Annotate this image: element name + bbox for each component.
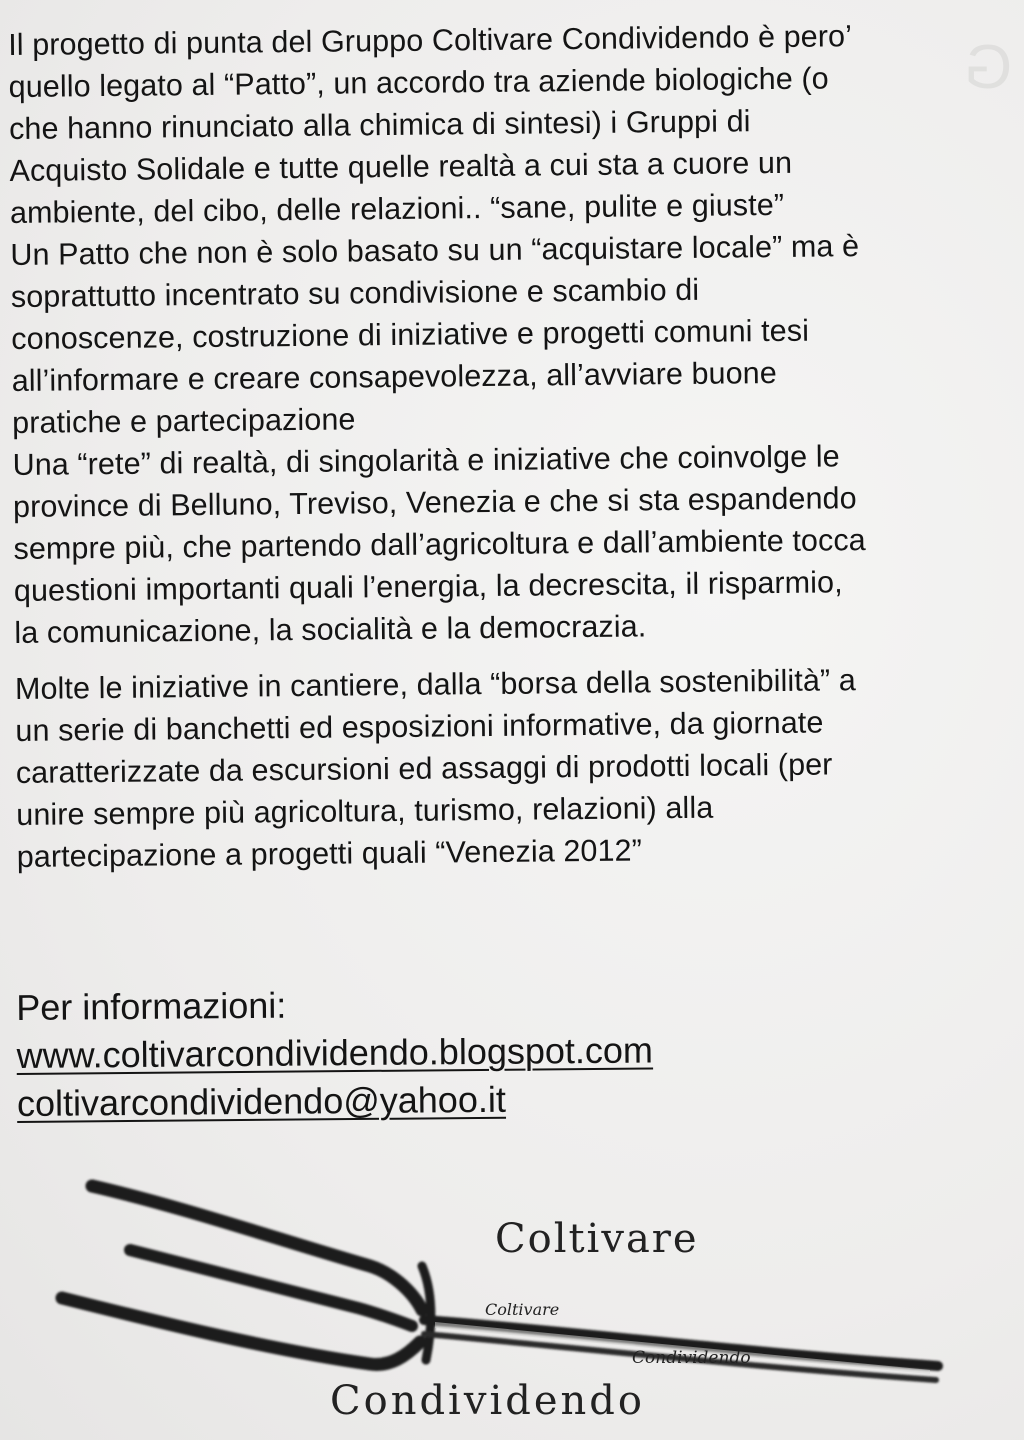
info-heading: Per informazioni: (16, 984, 287, 1028)
text-line: Molte le iniziative in cantiere, dalla “borsa della sostenibilità” a (14, 663, 856, 706)
text-line: partecipazione a progetti quali “Venezia 2012” (16, 833, 643, 874)
text-line: la comunicazione, la socialità e la democrazia. (14, 609, 647, 650)
text-line: che hanno rinunciato alla chimica di sintesi) i Gruppi di (8, 104, 751, 146)
body-text (8, 13, 1024, 878)
paragraph-iniziative (15, 657, 1024, 878)
text-line: all’informare e creare consapevolezza, all’avviare buone (11, 355, 777, 398)
text-line: Il progetto di punta del Gruppo Coltivare Condividendo è pero’ (8, 19, 853, 62)
text-line: Acquisto Solidale e tutte quelle realtà a cui sta a cuore un (9, 145, 793, 188)
text-line: questioni importanti quali l’energia, la decrescita, il risparmio, (13, 565, 843, 608)
email-link[interactable]: coltivarcondividendo@yahoo.it (16, 1078, 507, 1124)
text-line: quello legato al “Patto”, un accordo tra aziende biologiche (o (8, 61, 829, 104)
logo-small-condividendo: Condividendo (632, 1348, 751, 1368)
text-line: Un Patto che non è solo basato su un “acquistare locale” ma è (10, 229, 860, 272)
text-line: sempre più, che partendo dall’agricoltura e dall’ambiente tocca (13, 523, 866, 566)
bleed-through-shadow: G (963, 33, 1012, 102)
text-line: conoscenze, costruzione di iniziative e progetti comuni tesi (11, 313, 810, 356)
text-line: caratterizzate da escursioni ed assaggi di prodotti locali (per (15, 747, 833, 790)
text-line: province di Belluno, Treviso, Venezia e che si sta espandendo (12, 481, 857, 524)
text-line: un serie di banchetti ed esposizioni informative, da giornate (15, 705, 824, 748)
text-line: soprattutto incentrato su condivisione e scambio di (10, 272, 700, 314)
website-link[interactable]: www.coltivarcondividendo.blogspot.com (16, 1029, 654, 1076)
text-line: unire sempre più agricoltura, turismo, relazioni) alla (16, 790, 714, 832)
text-line: ambiente, del cibo, delle relazioni.. “sane, pulite e giuste” (9, 187, 785, 230)
coltivare-condividendo-logo (40, 1170, 1000, 1430)
text-line: pratiche e partecipazione (12, 402, 356, 440)
contact-info (16, 976, 917, 1128)
text-line: Una “rete” di realtà, di singolarità e iniziative che coinvolge le (12, 439, 840, 482)
paragraph-patto (8, 13, 1022, 444)
logo-word-coltivare: Coltivare (495, 1216, 699, 1262)
logo-word-condividendo: Condividendo (330, 1378, 645, 1424)
paragraph-rete (12, 433, 1024, 654)
logo-small-coltivare: Coltivare (485, 1300, 560, 1319)
